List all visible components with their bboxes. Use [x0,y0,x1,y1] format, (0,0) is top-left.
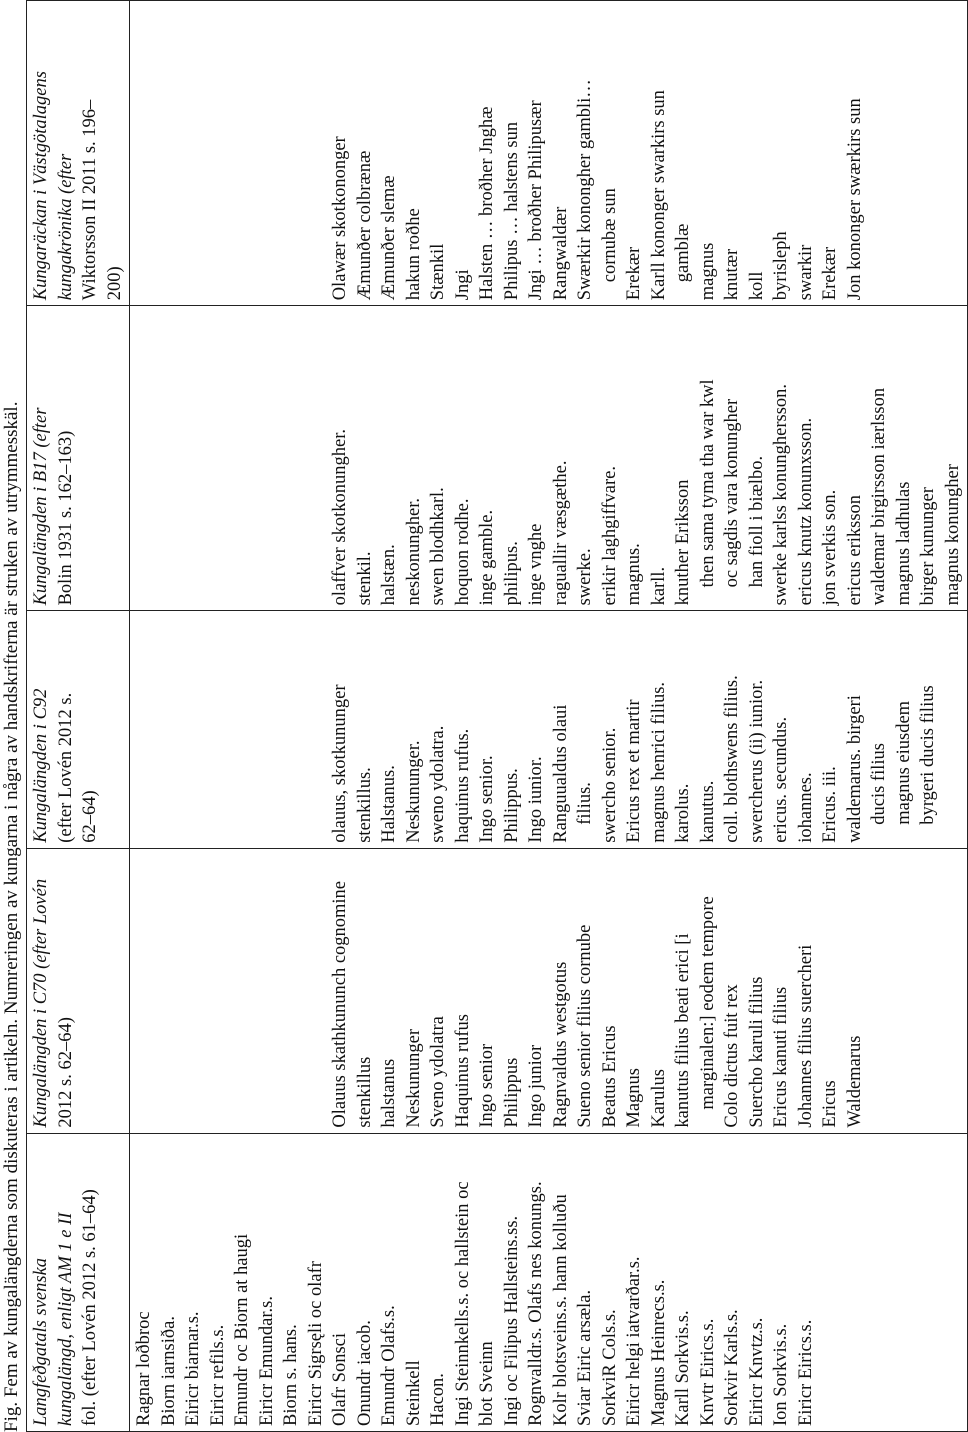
list-item: Knvtr Eirics.s. [697,1318,718,1426]
list-item: Halsten … broðher Jnghæ [477,106,497,301]
king-list [132,1139,818,1426]
list-item: byrisleph [771,231,791,301]
list-item: magnus [697,242,718,301]
list-item: Olauus skathkununch cognomine [330,880,350,1128]
list-item: stenkillus. [354,767,375,843]
list-item: halstanus [379,1058,399,1128]
header-line: kungalängd, enligt AM 1 e II [55,1212,76,1426]
list-item: Philippus. [501,768,522,843]
list-item [279,311,304,605]
list-item: iohannes. [795,772,816,843]
list-item: stenkil. [354,551,375,606]
list-item: swerke. [575,548,595,606]
list-item: Ingo junior [526,1044,546,1128]
list-item: stenkillus [354,1056,375,1128]
list-item: Eiricr Emundar.s. [256,1296,277,1426]
list-item: Eiricr Eirics.s. [795,1319,816,1426]
list-item [132,854,157,1128]
list-item: Sviar Eiric arsæla. [575,1289,595,1426]
list-item [279,616,304,842]
list-item [206,6,231,300]
list-item: magnus eiusdem [893,700,914,825]
list-item: sweno ydolatra. [428,725,448,843]
list-item: Kolr blotsveins.s. hann kolluðu [550,1194,571,1426]
list-item: swerke karlss konunghersson. [771,383,791,606]
list-item [132,311,157,605]
list-item: Eiricr Knvtz.s. [746,1317,767,1426]
list-item: inge gamble. [477,509,497,606]
list-item [279,6,304,300]
list-item [157,854,182,1128]
list-item: halstæn. [379,544,399,606]
list-item: swercherus (ii) iunior. [746,679,767,843]
king-list [132,6,867,300]
list-item [304,854,329,1128]
list-item: Olafr Sonsci [330,1333,350,1426]
list-item: Eiricr refils.s. [207,1324,228,1426]
list-item: swarkir [795,244,816,301]
list-item: ericus knutz konunxsson. [795,417,816,606]
list-item: Suercho karuli filius [746,976,767,1128]
list-item: karll. [648,566,669,606]
list-item: philipus. [501,541,522,606]
list-cell [130,306,968,611]
header-line: Kungalängden i C70 (efter Lovén [31,878,51,1128]
list-item: cornubæ sun [599,188,620,283]
list-item [157,311,182,605]
list-cell [130,848,968,1133]
list-item: Biorn s. hans. [281,1324,301,1426]
list-item: magnus. [624,543,644,606]
list-item: hakun roðhe [403,208,424,301]
list-item: Johannes filius suercheri [795,944,816,1128]
list-item [255,311,280,605]
list-item: SorkviR Cols.s. [599,1309,620,1426]
list-item: Æmunðer slemæ [379,175,399,301]
list-item: Sveno ydolatra [428,1016,448,1128]
header-line: (efter Lovén 2012 s. [55,692,76,843]
list-item: Ericus [820,1080,840,1128]
list-item: Neskununger. [403,740,424,843]
king-list [132,854,867,1128]
list-item: Ranguualdus olaui [550,704,571,843]
list-cell [130,611,968,848]
list-item: hoquon rodhe. [452,498,473,606]
list-item [181,6,206,300]
list-item: olaffver skotkonungher. [330,429,350,606]
king-list [132,616,941,842]
list-item: Waldemarus [844,1035,865,1128]
list-item: Ingo senior. [477,755,497,843]
list-item [206,616,231,842]
list-item: karolus. [673,783,693,843]
list-item: Swærkir konongher gambli… [575,79,595,301]
list-item [255,616,280,842]
header-line: 200) [104,266,125,301]
list-item: Rangwaldær [550,206,571,301]
list-item: birger kununger [918,487,938,606]
list-item [279,854,304,1128]
list-item [304,6,329,300]
list-item [230,616,255,842]
list-item: Haquinus rufus [452,1014,473,1128]
column-header [27,848,130,1133]
list-item: magnus ladhulas [893,481,914,606]
column-header [27,1133,130,1431]
list-item: Ragnar loðbroc [134,1311,154,1426]
list-item: jon sverkis son. [820,489,840,606]
list-item: Ingi Steinnkells.s. oc hallstein oc [452,1181,473,1426]
list-item [255,6,280,300]
list-item: Æmunðer colbrænæ [354,150,375,301]
list-item: Erekær [624,246,644,301]
list-item [304,311,329,605]
list-item: Colo dictus fuit rex [722,984,742,1128]
header-line: kungakrönika (efter [55,153,76,301]
list-item: ericus eriksson [844,494,865,606]
list-item: Sueno senior filius cornube [575,924,595,1128]
list-item: Karulus [648,1069,669,1128]
list-item: Ericus. iii. [820,766,840,843]
list-item: Eiricr Sigrsęli oc olafr [305,1261,326,1426]
list-item: Ericus kanuti filius [771,986,791,1128]
list-item [206,854,231,1128]
list-item: Philippus [501,1057,522,1128]
header-line: fol. (efter Lovén 2012 s. 61–64) [80,1189,100,1426]
body-row [130,1,968,1432]
list-item [181,616,206,842]
list-item: kanutus filius beati erici [i [673,933,693,1128]
list-item: Onundr iacob. [354,1320,375,1426]
figure-caption: Fig. Fem av kungalängderna som diskuteras i artikeln. Numreringen av kungarna i några av handskrifterna är struken av utrymmesskäl. [1,401,22,1432]
header-line: 2012 s. 62–64) [55,1017,76,1128]
column-header [27,1,130,306]
header-line: 62–64) [80,790,100,843]
list-item: marginalen:] eodem tempore [697,896,718,1110]
list-item: swercho senior. [599,727,620,843]
list-item: Beatus Ericus [599,1025,620,1128]
list-item [132,6,157,300]
list-item: Steinkell [403,1360,424,1426]
list-item [157,6,182,300]
list-item: Jngi [452,269,473,301]
list-item: haquinus rufus. [452,728,473,843]
list-item: Ingo senior [477,1043,497,1128]
list-item: blot Sveinn [477,1341,497,1426]
column-header [27,611,130,848]
header-line: Kungalängden i B17 (efter [31,407,51,606]
list-item: waldemarus. birgeri [844,695,865,843]
list-item: waldemar birgirsson iærlsson [869,387,889,606]
list-item: Karll Sorkvis.s. [673,1310,693,1426]
list-item: oc sagdis vara konungher [722,398,742,588]
list-item: magnus konungher [942,464,963,606]
list-item: Olawær skotkononger [330,136,350,301]
list-item: ericus. secundus. [771,716,791,843]
list-item [132,616,157,842]
list-item: Halstanus. [379,765,399,843]
list-item: swen blodhkarl. [428,487,448,606]
header-line: Wiktorsson II 2011 s. 196– [80,99,100,301]
list-item: han fioll i biælbo. [746,455,767,588]
list-item: knuther Eriksson [673,479,693,606]
list-item: Eiricr biarnar.s. [183,1311,203,1426]
list-item [206,311,231,605]
list-item [157,616,182,842]
list-item [181,854,206,1128]
king-lists-table [26,0,968,1432]
list-item: Magnus Heinrecs.s. [648,1279,669,1426]
list-item: Stænkil [428,243,448,301]
list-item: Jon kononger swærkirs sun [844,98,865,301]
king-list [132,311,965,605]
list-item: koll [746,271,767,301]
list-item: erikir laghgiffvare. [599,466,620,606]
list-item [230,6,255,300]
list-item: byrgeri ducis filius [918,685,938,825]
list-item: Hacon. [428,1373,448,1426]
list-item: knutær [722,248,742,301]
column-header [27,306,130,611]
header-row [27,1,130,1432]
list-item: filius. [575,782,595,825]
list-item: neskonungher. [403,498,424,606]
list-item: Ericus rex et martir [624,699,644,843]
list-item: Philipus … halstens sun [501,121,522,301]
list-item: Ion Sorkvis.s. [771,1323,791,1426]
list-cell [130,1133,968,1431]
list-item: then sama tyma tha war kwl [697,379,718,588]
list-item: Magnus [624,1067,644,1128]
list-item: Rognvalldr.s. Olafs nes konungs. [526,1181,546,1426]
list-item: gamblæ [673,223,693,283]
list-item: kanutus. [697,780,718,843]
list-item: Ragnvaldus westgotus [550,961,571,1128]
list-item: olauus, skotkununger [330,684,350,843]
list-item: ducis filius [869,743,889,825]
list-item [304,616,329,842]
list-item: coll. blothswens filius. [722,675,742,843]
list-item [255,854,280,1128]
list-cell [130,1,968,306]
list-item: Eiricr helgi iatvarðar.s. [624,1256,644,1426]
header-line: Bolin 1931 s. 162–163) [55,430,76,606]
list-item: Sorkvir Karls.s. [722,1309,742,1426]
list-item: Ingi oc Filipus Hallsteins.ss. [501,1215,522,1426]
header-line: Langfeðgatals svenska [31,1257,51,1426]
list-item: magnus henrici filius. [648,681,669,843]
list-item: Erekær [820,246,840,301]
list-item: Emundr Olafs.s. [379,1305,399,1426]
list-item: raguallir væsgæthe. [550,460,571,606]
list-item: Neskununger [403,1028,424,1128]
header-line: Kungaräckan i Västgötalagens [31,71,51,301]
list-item: Jngi … broðher Philipusær [526,100,546,301]
list-item [230,311,255,605]
list-item: Emundr oc Biorn at haugi [232,1233,252,1426]
list-item [181,311,206,605]
list-item: Biorn iarnsiða. [158,1316,179,1426]
header-line: Kungalängden i C92 [31,688,51,843]
list-item [230,854,255,1128]
list-item: Ingo iunior. [526,756,546,843]
list-item: Karll kononger swarkirs sun [648,90,669,301]
list-item: inge vnghe [526,523,546,606]
